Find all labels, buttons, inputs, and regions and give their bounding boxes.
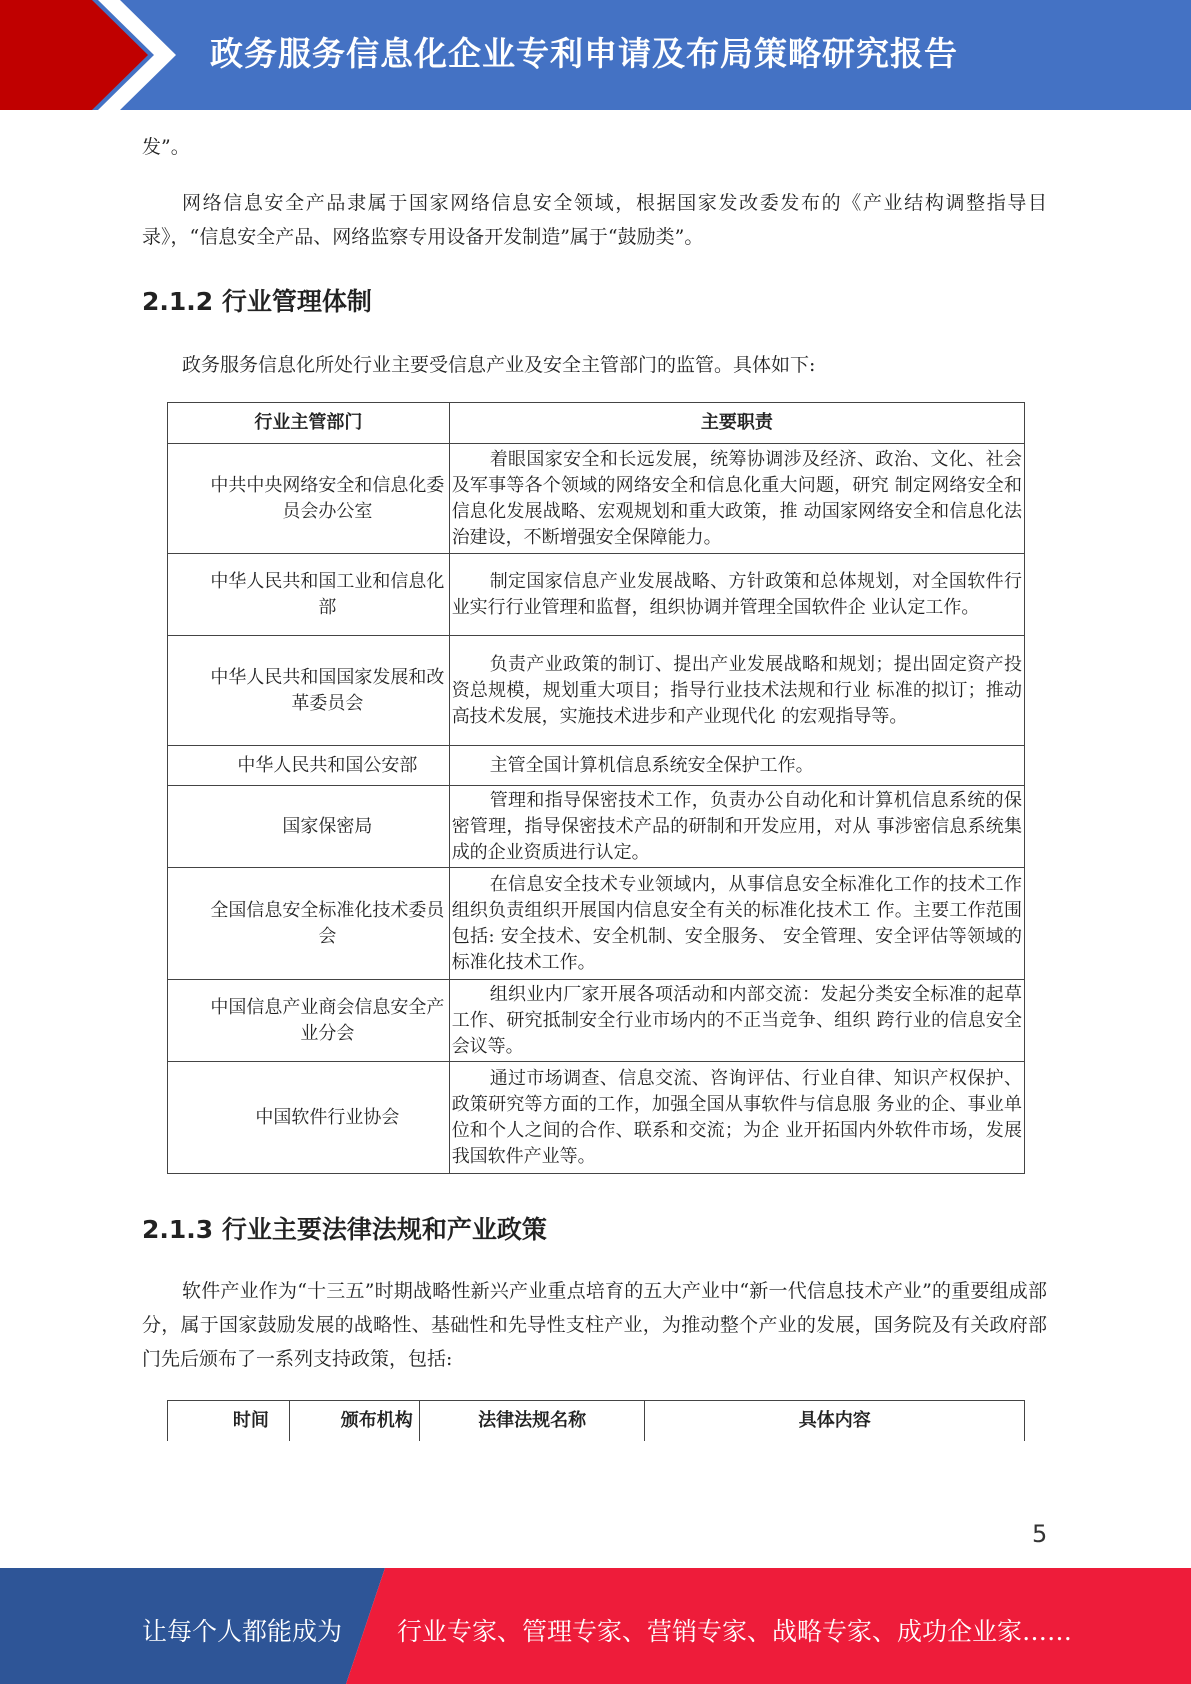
paragraph-security-products: 网络信息安全产品隶属于国家网络信息安全领域，根据国家发改委发布的《产业结构调整指导目录》，“信息安全产品、网络监察专用设备开发制造”属于“鼓励类”。 (142, 192, 1047, 248)
duty-cell: 通过市场调查、信息交流、咨询评估、行业自律、知识产权保护、政策研究等方面的工作，加强全国从事软件与信息服 务业的企、事业单位和个人之间的合作、联系和交流；为企 业开拓国内外软件市场，发展我国软件产业等。 (449, 1062, 1024, 1174)
table-row (168, 444, 1025, 554)
duty-cell: 管理和指导保密技术工作，负责办公自动化和计算机信息系统的保密管理，指导保密技术产品的研制和开发应用，对从 事涉密信息系统集成的企业资质进行认定。 (449, 786, 1024, 868)
department-cell: 中华人民共和国国家发展和改革委员会 (168, 636, 450, 746)
table-row (168, 980, 1025, 1062)
table-row (168, 636, 1025, 746)
duty-cell: 着眼国家安全和长远发展，统筹协调涉及经济、政治、文化、社会及军事等各个领域的网络安全和信息化重大问题，研究 制定网络安全和信息化发展战略、宏观规划和重大政策，推 动国家网络安全和信息化法治建设，不断增强安全保障能力。 (449, 444, 1024, 554)
section-heading-2-1-2: 2.1.2 行业管理体制 (142, 287, 372, 316)
report-title: 政务服务信息化企业专利申请及布局策略研究报告 (210, 34, 958, 73)
main-content (142, 130, 1047, 1441)
page-footer (0, 1568, 1191, 1684)
authority-table (167, 402, 1025, 1174)
duty-cell: 主管全国计算机信息系统安全保护工作。 (449, 746, 1024, 786)
table-row (168, 868, 1025, 980)
table-header-cell: 行业主管部门 (168, 403, 450, 444)
table-header-row (168, 1401, 1025, 1442)
department-cell: 中国信息产业商会信息安全产业分会 (168, 980, 450, 1062)
section-heading-2-1-3: 2.1.3 行业主要法律法规和产业政策 (142, 1215, 547, 1244)
table-header-cell: 具体内容 (645, 1401, 1025, 1442)
duty-cell: 组织业内厂家开展各项活动和内部交流：发起分类安全标准的起草工作、研究抵制安全行业市场内的不正当竞争、组织 跨行业的信息安全会议等。 (449, 980, 1024, 1062)
duty-cell: 在信息安全技术专业领域内，从事信息安全标准化工作的技术工作组织负责组织开展国内信息安全有关的标准化技术工 作。主要工作范围包括: 安全技术、安全机制、安全服务、 安全管理、安全评估等领域的标准化技术工作。 (449, 868, 1024, 980)
department-cell: 全国信息安全标准化技术委员会 (168, 868, 450, 980)
paragraph-continuation: 发”。 (142, 136, 190, 158)
table-row (168, 1062, 1025, 1174)
page-number: 5 (1032, 1520, 1048, 1548)
page-header (0, 0, 1191, 110)
duty-cell: 负责产业政策的制订、提出产业发展战略和规划；提出固定资产投资总规模，规划重大项目；指导行业技术法规和行业 标准的拟订；推动高技术发展，实施技术进步和产业现代化 的宏观指导等。 (449, 636, 1024, 746)
department-cell: 中华人民共和国工业和信息化部 (168, 554, 450, 636)
department-cell: 国家保密局 (168, 786, 450, 868)
footer-slogan-right: 行业专家、管理专家、营销专家、战略专家、成功企业家…… (397, 1617, 1073, 1646)
department-cell: 中华人民共和国公安部 (168, 746, 450, 786)
table-row (168, 746, 1025, 786)
table-row (168, 786, 1025, 868)
paragraph-regulation-intro: 政务服务信息化所处行业主要受信息产业及安全主管部门的监管。具体如下: (182, 354, 816, 376)
policy-table (167, 1400, 1025, 1441)
paragraph-software-policy: 软件产业作为“十三五”时期战略性新兴产业重点培育的五大产业中“新一代信息技术产业”的重要组成部分，属于国家鼓励发展的战略性、基础性和先导性支柱产业，为推动整个产业的发展，国务院及有关政府部门先后颁布了一系列支持政策，包括: (142, 1280, 1047, 1370)
table-header-row (168, 403, 1025, 444)
table-header-cell: 时间 (168, 1401, 290, 1442)
table-header-cell: 颁布机构 (289, 1401, 419, 1442)
department-cell: 中共中央网络安全和信息化委员会办公室 (168, 444, 450, 554)
footer-slogan-left: 让每个人都能成为 (142, 1617, 343, 1646)
table-row (168, 554, 1025, 636)
department-cell: 中国软件行业协会 (168, 1062, 450, 1174)
duty-cell: 制定国家信息产业发展战略、方针政策和总体规划，对全国软件行业实行行业管理和监督，组织协调并管理全国软件企 业认定工作。 (449, 554, 1024, 636)
table-header-cell: 法律法规名称 (419, 1401, 645, 1442)
table-header-cell: 主要职责 (449, 403, 1024, 444)
